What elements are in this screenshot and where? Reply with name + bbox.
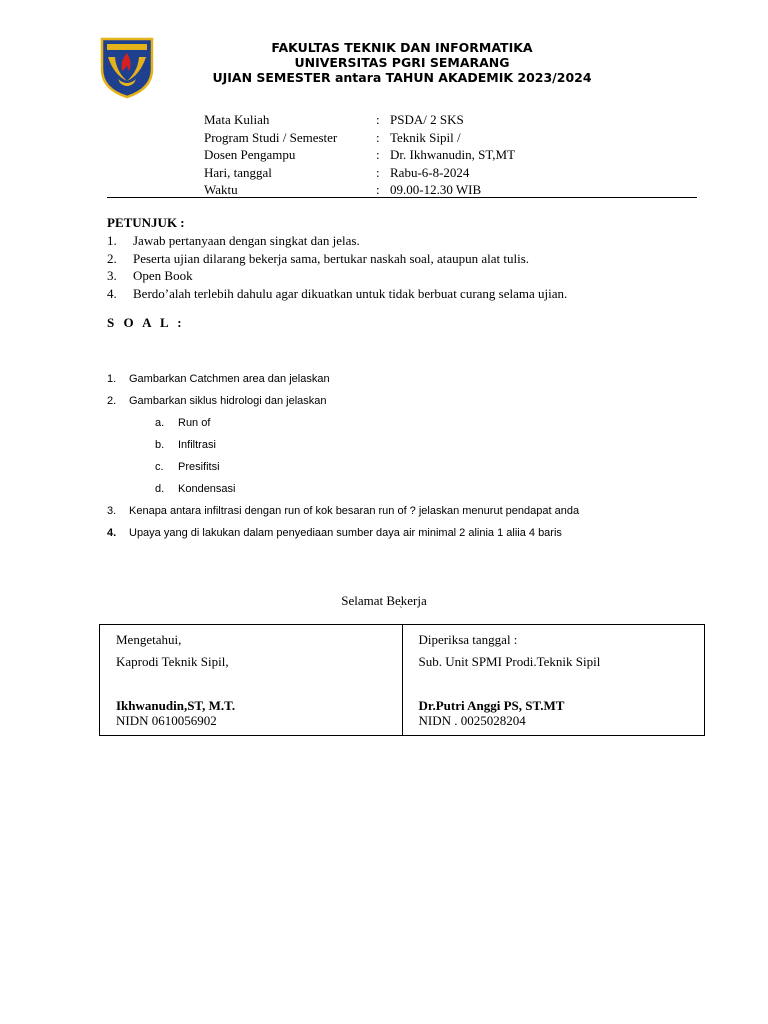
university-title: UNIVERSITAS PGRI SEMARANG [294, 55, 510, 70]
sub-question-text: Kondensasi [178, 483, 236, 495]
question-number: 2. [107, 395, 117, 407]
info-colon: : [376, 182, 380, 198]
info-value: Dr. Ikhwanudin, ST,MT [390, 147, 516, 163]
question-text: Gambarkan Catchmen area dan jelaskan [129, 373, 330, 385]
questions-list [107, 370, 579, 546]
question-number: 4. [107, 527, 117, 539]
question-text: Upaya yang di lakukan dalam penyediaan sumber daya air minimal 2 alinia 1 aliia 4 baris [129, 527, 562, 539]
question-item [107, 370, 579, 392]
info-value: 09.00-12.30 WIB [390, 182, 482, 198]
instructions-list [107, 232, 567, 302]
item-number: 3. [107, 268, 117, 284]
question-text: Gambarkan siklus hidrologi dan jelaskan [129, 395, 327, 407]
question-item [107, 392, 579, 414]
sub-question-letter: a. [155, 417, 165, 429]
signature-role: Sub. Unit SPMI Prodi.Teknik Sipil [418, 654, 601, 669]
signature-caption: Diperiksa tanggal : [418, 632, 518, 647]
closing-mark: ` [399, 605, 403, 617]
item-number: 1. [107, 233, 117, 248]
signature-role: Kaprodi Teknik Sipil, [116, 654, 229, 669]
item-number: 4. [107, 285, 117, 301]
sub-question-text: Run of [178, 417, 211, 429]
sub-question-letter: d. [155, 483, 165, 495]
info-colon: : [376, 112, 380, 127]
info-value: Rabu-6-8-2024 [390, 164, 470, 180]
info-colon: : [376, 164, 380, 180]
info-row [204, 129, 515, 147]
signature-cell-right [403, 625, 705, 735]
info-row [204, 111, 515, 129]
sub-question-text: Infiltrasi [178, 439, 216, 451]
header-divider [107, 197, 697, 198]
sub-question-item [107, 480, 579, 502]
info-colon: : [376, 147, 380, 163]
item-number: 2. [107, 250, 117, 266]
question-item [107, 502, 579, 524]
item-text: Open Book [133, 268, 193, 284]
list-item [107, 267, 567, 285]
info-row [204, 164, 515, 182]
questions-title: S O A L : [107, 315, 185, 330]
list-item [107, 285, 567, 303]
faculty-title: FAKULTAS TEKNIK DAN INFORMATIKA [271, 40, 533, 55]
info-label: Waktu [204, 182, 238, 198]
item-text: Berdo’alah terlebih dahulu agar dikuatkan untuk tidak berbuat curang selama ujian. [133, 285, 568, 301]
info-colon: : [376, 129, 380, 145]
signature-caption: Mengetahui, [116, 632, 182, 647]
exam-title: UJIAN SEMESTER antara TAHUN AKADEMIK 2023/2024 [212, 70, 592, 85]
item-text: Jawab pertanyaan dengan singkat dan jelas. [133, 233, 360, 248]
signature-table [99, 624, 705, 736]
instructions-title: PETUNJUK : [107, 215, 185, 230]
question-number: 3. [107, 505, 117, 517]
sub-question-text: Presifitsi [178, 461, 220, 473]
signatory-id: NIDN . 0025028204 [418, 713, 526, 728]
signature-cell-left [100, 625, 403, 735]
sub-question-letter: c. [155, 461, 164, 473]
closing-text: Selamat Bekerja [341, 593, 427, 608]
question-text: Kenapa antara infiltrasi dengan run of kok besaran run of ? jelaskan menurut pendapat anda [129, 505, 580, 517]
question-number: 1. [107, 373, 117, 385]
signatory-name: Ikhwanudin,ST, M.T. [116, 698, 236, 713]
list-item [107, 250, 567, 268]
info-label: Program Studi / Semester [204, 129, 338, 145]
sub-question-item [107, 436, 579, 458]
signatory-id: NIDN 0610056902 [116, 713, 217, 728]
sub-question-item [107, 458, 579, 480]
sub-question-item [107, 414, 579, 436]
signatory-name: Dr.Putri Anggi PS, ST.MT [418, 698, 565, 713]
info-label: Mata Kuliah [204, 112, 270, 127]
course-info [204, 111, 515, 199]
university-shield-logo-icon [98, 35, 156, 99]
info-label: Hari, tanggal [204, 164, 272, 180]
info-label: Dosen Pengampu [204, 147, 296, 163]
sub-question-letter: b. [155, 439, 165, 451]
item-text: Peserta ujian dilarang bekerja sama, bertukar naskah soal, ataupun alat tulis. [133, 250, 529, 266]
info-row [204, 146, 515, 164]
exam-header [160, 40, 644, 85]
info-value: Teknik Sipil / [390, 129, 461, 145]
list-item [107, 232, 567, 250]
info-value: PSDA/ 2 SKS [390, 112, 464, 127]
question-item [107, 524, 579, 546]
